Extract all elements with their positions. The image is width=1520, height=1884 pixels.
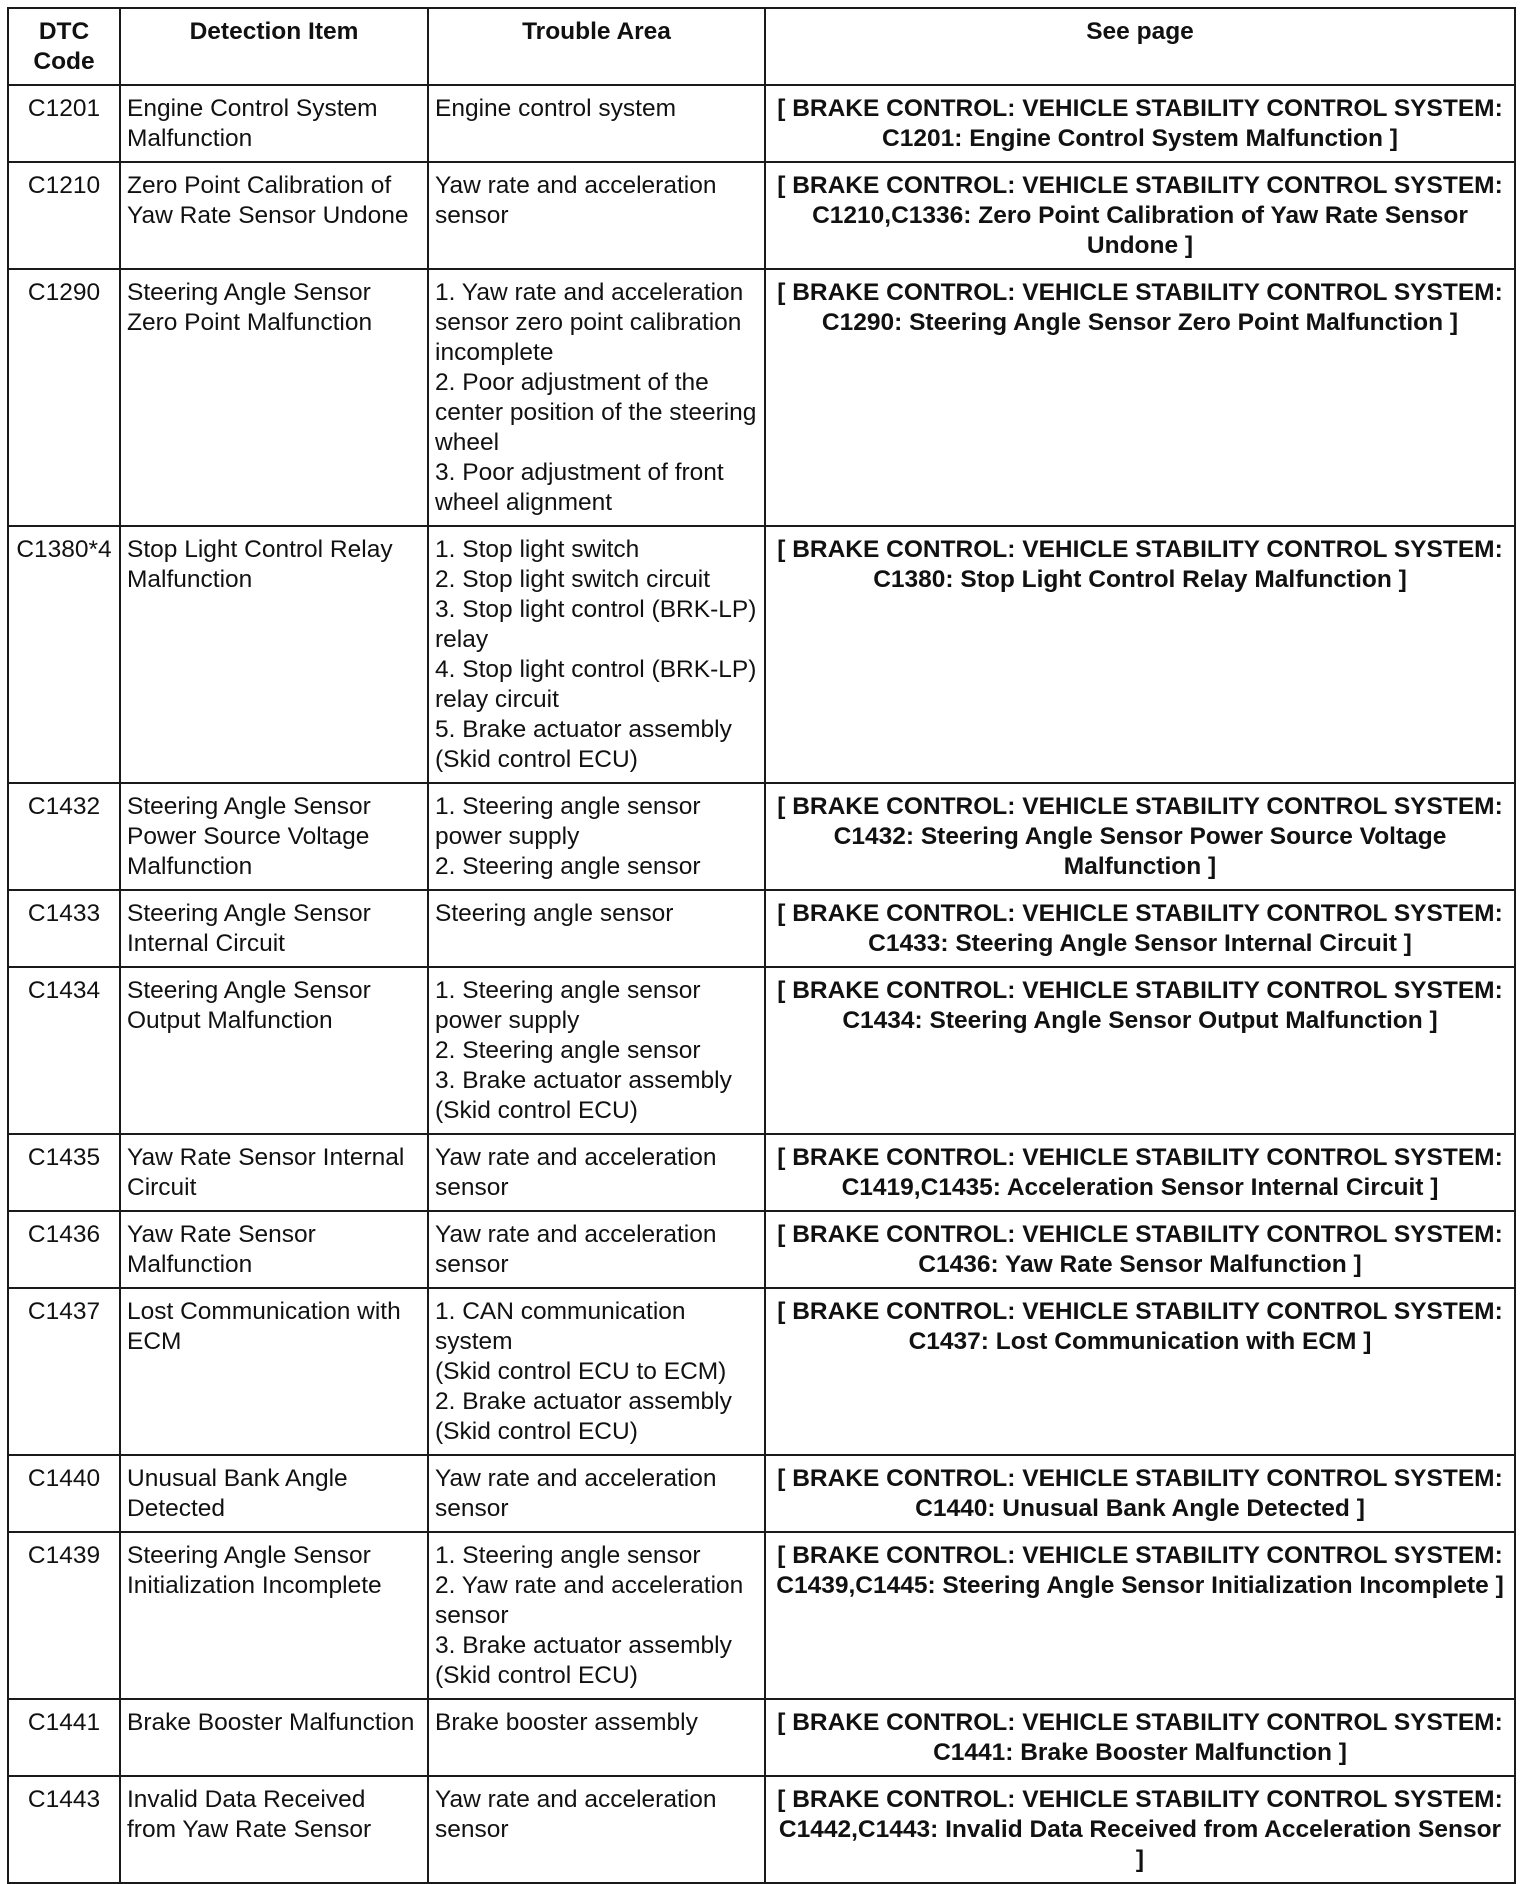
trouble-area-line: Yaw rate and acceleration sensor [435,1786,717,1843]
trouble-area-cell [428,85,765,162]
dtc-code-cell: C1435 [8,1134,120,1211]
trouble-area-line: 3. Poor adjustment of front wheel alignment [435,459,724,516]
table-row [8,162,1515,269]
trouble-area-cell [428,1455,765,1532]
trouble-area-cell [428,269,765,526]
trouble-area-line: Brake booster assembly [435,1709,698,1736]
trouble-area-line: Yaw rate and acceleration sensor [435,1144,717,1201]
table-row [8,1455,1515,1532]
table-row [8,526,1515,783]
trouble-area-line: 1. Steering angle sensor power supply [435,977,701,1034]
trouble-area-cell [428,1776,765,1883]
trouble-area-cell [428,1288,765,1455]
trouble-area-line: (Skid control ECU to ECM) [435,1358,727,1385]
dtc-code-cell: C1290 [8,269,120,526]
see-page-link[interactable]: [ BRAKE CONTROL: VEHICLE STABILITY CONTROL SYSTEM: C1439,C1445: Steering Angle Sensor Initialization Incomplete ] [765,1532,1515,1699]
trouble-area-cell [428,890,765,967]
trouble-area-line: 1. Steering angle sensor power supply [435,793,701,850]
detection-item-cell: Zero Point Calibration of Yaw Rate Sensor Undone [120,162,428,269]
dtc-code-cell: C1201 [8,85,120,162]
dtc-code-cell: C1436 [8,1211,120,1288]
table-row [8,1288,1515,1455]
trouble-area-line: Yaw rate and acceleration sensor [435,1221,717,1278]
header-trouble-area: Trouble Area [428,8,765,85]
table-row [8,967,1515,1134]
detection-item-cell: Lost Communication with ECM [120,1288,428,1455]
table-row [8,1532,1515,1699]
header-row [8,8,1515,85]
trouble-area-line: 2. Steering angle sensor [435,1037,701,1064]
table-row [8,269,1515,526]
detection-item-cell: Yaw Rate Sensor Internal Circuit [120,1134,428,1211]
table-row [8,1699,1515,1776]
trouble-area-line: Yaw rate and acceleration sensor [435,172,717,229]
see-page-link[interactable]: [ BRAKE CONTROL: VEHICLE STABILITY CONTROL SYSTEM: C1440: Unusual Bank Angle Detected ] [765,1455,1515,1532]
dtc-code-cell: C1433 [8,890,120,967]
dtc-code-cell: C1437 [8,1288,120,1455]
see-page-link[interactable]: [ BRAKE CONTROL: VEHICLE STABILITY CONTROL SYSTEM: C1434: Steering Angle Sensor Output Malfunction ] [765,967,1515,1134]
dtc-table [7,7,1516,1884]
dtc-code-cell: C1441 [8,1699,120,1776]
see-page-link[interactable]: [ BRAKE CONTROL: VEHICLE STABILITY CONTROL SYSTEM: C1436: Yaw Rate Sensor Malfunction ] [765,1211,1515,1288]
dtc-code-cell: C1210 [8,162,120,269]
dtc-code-cell: C1432 [8,783,120,890]
trouble-area-cell [428,1211,765,1288]
table-row [8,890,1515,967]
trouble-area-line: Steering angle sensor [435,900,674,927]
trouble-area-line: 1. Yaw rate and acceleration sensor zero point calibration incomplete [435,279,744,366]
trouble-area-line: 3. Brake actuator assembly (Skid control ECU) [435,1067,732,1124]
see-page-link[interactable]: [ BRAKE CONTROL: VEHICLE STABILITY CONTROL SYSTEM: C1441: Brake Booster Malfunction ] [765,1699,1515,1776]
table-row [8,1211,1515,1288]
dtc-code-cell: C1443 [8,1776,120,1883]
table-row [8,783,1515,890]
header-dtc-code [8,8,120,85]
trouble-area-cell [428,162,765,269]
trouble-area-line: Yaw rate and acceleration sensor [435,1465,717,1522]
see-page-link[interactable]: [ BRAKE CONTROL: VEHICLE STABILITY CONTROL SYSTEM: C1210,C1336: Zero Point Calibration of Yaw Rate Sensor Undone ] [765,162,1515,269]
trouble-area-line: 3. Stop light control (BRK-LP) relay [435,596,757,653]
trouble-area-cell [428,1134,765,1211]
header-dtc-code-line1: DTC [38,18,90,45]
dtc-code-cell: C1434 [8,967,120,1134]
see-page-link[interactable]: [ BRAKE CONTROL: VEHICLE STABILITY CONTROL SYSTEM: C1380: Stop Light Control Relay Malfunction ] [765,526,1515,783]
header-see-page: See page [765,8,1515,85]
trouble-area-line: Engine control system [435,95,677,122]
see-page-link[interactable]: [ BRAKE CONTROL: VEHICLE STABILITY CONTROL SYSTEM: C1419,C1435: Acceleration Sensor Internal Circuit ] [765,1134,1515,1211]
dtc-code-cell: C1380*4 [8,526,120,783]
detection-item-cell: Steering Angle Sensor Internal Circuit [120,890,428,967]
detection-item-cell: Brake Booster Malfunction [120,1699,428,1776]
detection-item-cell: Steering Angle Sensor Zero Point Malfunction [120,269,428,526]
trouble-area-cell [428,783,765,890]
trouble-area-cell [428,1699,765,1776]
see-page-link[interactable]: [ BRAKE CONTROL: VEHICLE STABILITY CONTROL SYSTEM: C1290: Steering Angle Sensor Zero Point Malfunction ] [765,269,1515,526]
header-dtc-code-line2: Code [33,48,95,75]
see-page-link[interactable]: [ BRAKE CONTROL: VEHICLE STABILITY CONTROL SYSTEM: C1432: Steering Angle Sensor Power Source Voltage Malfunction ] [765,783,1515,890]
see-page-link[interactable]: [ BRAKE CONTROL: VEHICLE STABILITY CONTROL SYSTEM: C1442,C1443: Invalid Data Received from Acceleration Sensor ] [765,1776,1515,1883]
trouble-area-line: 2. Stop light switch circuit [435,566,711,593]
see-page-link[interactable]: [ BRAKE CONTROL: VEHICLE STABILITY CONTROL SYSTEM: C1201: Engine Control System Malfunction ] [765,85,1515,162]
trouble-area-line: 3. Brake actuator assembly (Skid control ECU) [435,1632,732,1689]
trouble-area-line: 1. Steering angle sensor [435,1542,701,1569]
detection-item-cell: Engine Control System Malfunction [120,85,428,162]
trouble-area-line: 1. CAN communication system [435,1298,686,1355]
trouble-area-line: 4. Stop light control (BRK-LP) relay circuit [435,656,757,713]
detection-item-cell: Steering Angle Sensor Power Source Voltage Malfunction [120,783,428,890]
see-page-link[interactable]: [ BRAKE CONTROL: VEHICLE STABILITY CONTROL SYSTEM: C1433: Steering Angle Sensor Internal Circuit ] [765,890,1515,967]
trouble-area-cell [428,526,765,783]
see-page-link[interactable]: [ BRAKE CONTROL: VEHICLE STABILITY CONTROL SYSTEM: C1437: Lost Communication with ECM ] [765,1288,1515,1455]
table-row [8,1134,1515,1211]
detection-item-cell: Invalid Data Received from Yaw Rate Sensor [120,1776,428,1883]
detection-item-cell: Steering Angle Sensor Output Malfunction [120,967,428,1134]
trouble-area-cell [428,967,765,1134]
table-row [8,1776,1515,1883]
trouble-area-line: 2. Yaw rate and acceleration sensor [435,1572,744,1629]
detection-item-cell: Stop Light Control Relay Malfunction [120,526,428,783]
detection-item-cell: Yaw Rate Sensor Malfunction [120,1211,428,1288]
trouble-area-line: 5. Brake actuator assembly (Skid control ECU) [435,716,732,773]
trouble-area-line: 2. Poor adjustment of the center position of the steering wheel [435,369,757,456]
trouble-area-line: 2. Steering angle sensor [435,853,701,880]
detection-item-cell: Unusual Bank Angle Detected [120,1455,428,1532]
trouble-area-line: 1. Stop light switch [435,536,640,563]
trouble-area-line: 2. Brake actuator assembly (Skid control ECU) [435,1388,732,1445]
dtc-code-cell: C1439 [8,1532,120,1699]
header-detection-item: Detection Item [120,8,428,85]
table-row [8,85,1515,162]
detection-item-cell: Steering Angle Sensor Initialization Incomplete [120,1532,428,1699]
table-body [8,85,1515,1883]
trouble-area-cell [428,1532,765,1699]
dtc-code-cell: C1440 [8,1455,120,1532]
